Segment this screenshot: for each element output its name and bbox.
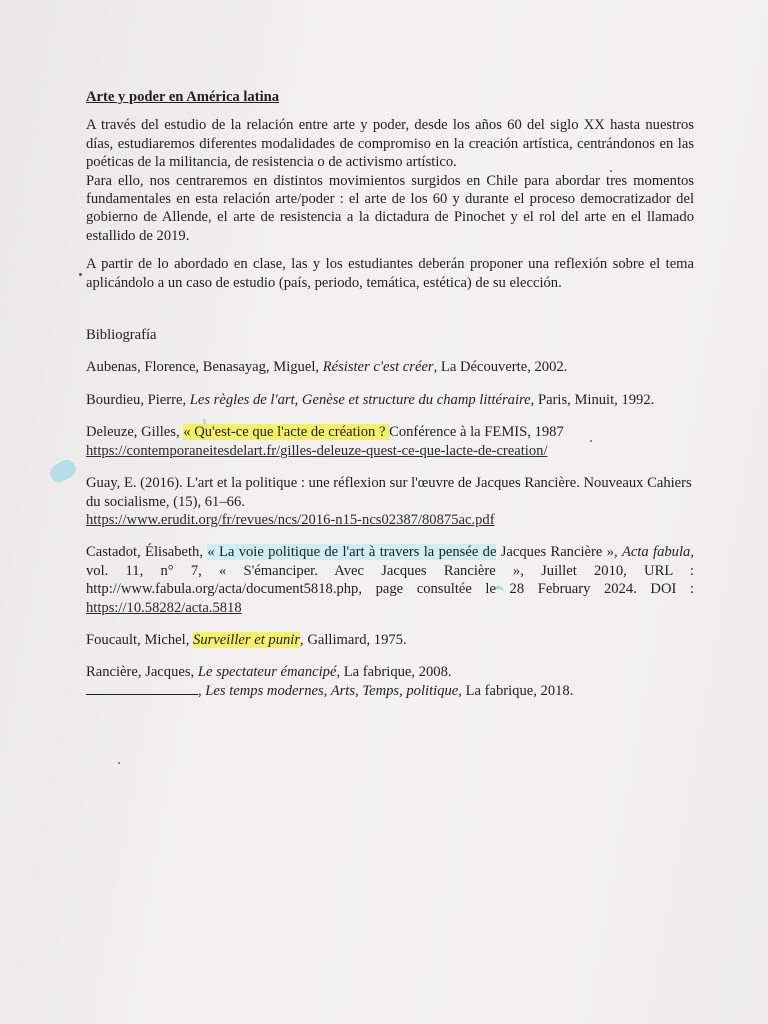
bib-entry-castadot: Castadot, Élisabeth, « La voie politique de l'art à travers la pensée de Jacques Rancière », Acta fabula, vol. 11, n° 7, « S'émanciper. Avec Jacques Rancière », Juillet 2010, URL : http://www.fabula.org/acta/document5818.php, page consultée le 28 February 2024. DOI : https://10.58282/acta.5818 <box>86 544 694 616</box>
bib-entry-foucault: Foucault, Michel, Surveiller et punir, Gallimard, 1975. <box>86 631 407 648</box>
highlighted-title: « Qu'est-ce que l'acte de création ? <box>183 424 390 441</box>
castadot-doi-link[interactable]: https://10.58282/acta.5818 <box>86 599 242 616</box>
bib-entry-aubenas: Aubenas, Florence, Benasayag, Miguel, Résister c'est créer, La Découverte, 2002. <box>86 359 568 376</box>
stray-dot <box>79 273 82 276</box>
guay-link[interactable]: https://www.erudit.org/fr/revues/ncs/2016-n15-ncs02387/80875ac.pdf <box>86 511 495 528</box>
deleuze-link[interactable]: https://contemporaneitesdelart.fr/gilles-deleuze-quest-ce-que-lacte-de-creation/ <box>86 442 548 459</box>
intro-paragraph-1: A través del estudio de la relación entre arte y poder, desde los años 60 del siglo XX hasta nuestros días, estudiaremos diferentes modalidades de compromiso en la creación artística, centrándonos en las poéticas de la militancia, de resistencia o de activismo artístico. <box>86 117 694 171</box>
document-page <box>86 88 694 714</box>
bib-entry-bourdieu: Bourdieu, Pierre, Les règles de l'art, Genèse et structure du champ littéraire, Paris, Minuit, 1992. <box>86 391 655 408</box>
highlighted-title: Surveiller et punir <box>193 631 301 648</box>
document-title: Arte y poder en América latina <box>86 89 280 105</box>
bib-entry-ranciere: Rancière, Jacques, Le spectateur émancipé, La fabrique, 2008. , Les temps modernes, Arts, Temps, politique, La fabrique, 2018. <box>86 664 574 699</box>
stray-speck <box>118 762 120 764</box>
marker-smudge <box>47 457 79 486</box>
bib-entry-guay: Guay, E. (2016). L'art et la politique : une réflexion sur l'œuvre de Jacques Rancière. Nouveaux Cahiers du socialisme, (15), 61–66. https://www.erudit.org/fr/revues/ncs/2016-n15-ncs02387/80875ac.pdf <box>86 475 692 528</box>
intro-paragraph-3: A partir de lo abordado en clase, las y los estudiantes deberán proponer una reflexión sobre el tema aplicándolo a un caso de estudio (país, periodo, temática, estética) de su elección. <box>86 256 694 291</box>
intro-paragraph-2: Para ello, nos centraremos en distintos movimientos surgidos en Chile para abordar tres momentos fundamentales en esta relación arte/poder : el arte de los 60 y durante el proceso democratizador del gobierno de Allende, el arte de resistencia a la dictadura de Pinochet y el rol del arte en el llamado estallido de 2019. <box>86 172 694 244</box>
bibliography-heading: Bibliografía <box>86 327 157 344</box>
highlighted-title: « La voie politique de l'art à travers la pensée de <box>207 544 497 561</box>
ditto-blank-line <box>86 682 198 695</box>
bib-entry-deleuze: Deleuze, Gilles, « Qu'est-ce que l'acte de création ? Conférence à la FEMIS, 1987 https://contemporaneitesdelart.fr/gilles-deleuze-quest-ce-que-lacte-de-creation/ <box>86 424 564 459</box>
